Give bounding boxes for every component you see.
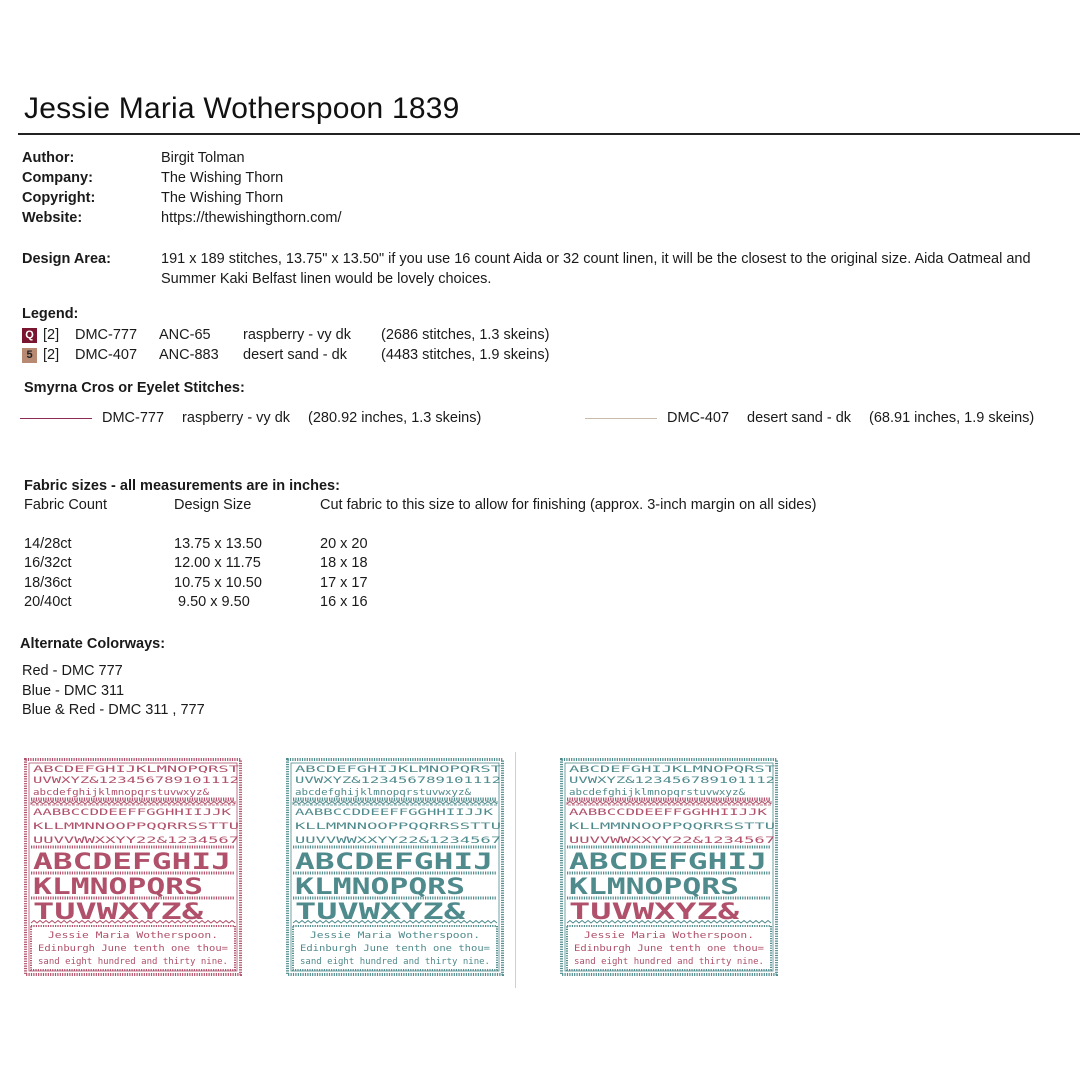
fabric-design-size: 10.75 x 10.50 [174, 574, 262, 591]
sampler-verse-line: sand eight hundred and thirty nine. [574, 957, 764, 967]
meta-row-company [22, 168, 342, 188]
meta-value: The Wishing Thorn [161, 170, 284, 186]
meta-label: Company: [22, 170, 93, 186]
sampler-alphabet-row: KLLMMNNOOPPQQRRSSTTU [33, 822, 239, 832]
meta-label: Author: [22, 150, 75, 166]
preview-divider [515, 752, 516, 988]
legend-stitch-count: (2686 stitches, 1.3 skeins) [381, 327, 550, 343]
sampler-verse-line: Edinburgh June tenth one thou= [574, 944, 765, 954]
legend-strands: [2] [43, 347, 60, 363]
fabric-count: 16/32ct [24, 555, 72, 571]
fabric-count: 20/40ct [24, 594, 72, 610]
table-row [24, 593, 816, 613]
legend-dmc: DMC-407 [75, 347, 138, 363]
meta-block [22, 148, 342, 228]
sampler-alphabet-row: ABCDEFGHIJ [33, 850, 231, 875]
meta-row-copyright [22, 188, 342, 208]
smyrna-dmc: DMC-777 [102, 410, 165, 426]
sampler-verse-line: sand eight hundred and thirty nine. [38, 957, 228, 967]
fabric-cut-size: 18 x 18 [320, 555, 368, 571]
fabric-col-cut: Cut fabric to this size to allow for finishing (approx. 3-inch margin on all sides) [320, 497, 817, 513]
legend-stitch-count: (4483 stitches, 1.9 skeins) [381, 347, 550, 363]
table-row [24, 554, 816, 574]
legend-symbol-swatch: Q [22, 328, 37, 343]
legend-heading: Legend: [22, 306, 79, 322]
sampler-alphabet-row: KLMNOPQRS [33, 875, 203, 900]
sampler-alphabet-row: abcdefghijklmnopqrstuvwxyz& [33, 788, 210, 798]
fabric-count: 18/36ct [24, 574, 72, 591]
sampler-zigzag-band [567, 802, 771, 805]
sampler-alphabet-row: ABCDEFGHIJ [569, 850, 767, 875]
smyrna-item-407 [585, 408, 1034, 428]
smyrna-heading: Smyrna Cros or Eyelet Stitches: [24, 380, 245, 396]
meta-value: Birgit Tolman [161, 150, 245, 166]
legend-color-name: raspberry - vy dk [243, 327, 351, 343]
fabric-header-row [24, 496, 816, 516]
fabric-cut-size: 17 x 17 [320, 574, 368, 591]
list-item: Red - DMC 777 [22, 663, 123, 679]
sampler-alphabet-row: TUVWXYZ& [295, 900, 467, 925]
fabric-col-count: Fabric Count [24, 497, 108, 513]
sampler-alphabet-row: UUVVWWXXYY22&1234567 [295, 836, 501, 846]
sampler-alphabet-row: KLLMMNNOOPPQQRRSSTTU [295, 822, 501, 832]
fabric-design-size: 9.50 x 9.50 [174, 594, 250, 610]
fabric-table [24, 496, 816, 613]
smyrna-color-name: raspberry - vy dk [182, 410, 291, 426]
sampler-zigzag-band [293, 802, 497, 805]
page-title: Jessie Maria Wotherspoon 1839 [24, 92, 460, 125]
sampler-zigzag-band [31, 802, 235, 805]
smyrna-amount: (280.92 inches, 1.3 skeins) [308, 410, 482, 426]
table-row [24, 574, 816, 594]
alternate-colorways-heading: Alternate Colorways: [20, 636, 166, 652]
smyrna-line-swatch [585, 418, 657, 419]
sampler-svg [560, 758, 778, 976]
sampler-alphabet-row: ABCDEFGHIJKLMNOPQRST [33, 765, 241, 775]
fabric-heading: Fabric sizes - all measurements are in inches: [24, 478, 340, 494]
legend-anc: ANC-65 [159, 327, 211, 343]
design-area-label: Design Area: [22, 251, 111, 267]
sampler-alphabet-row: ABCDEFGHIJKLMNOPQRST [295, 765, 503, 775]
sampler-alphabet-row: UUVVWWXXYY22&1234567 [33, 836, 239, 846]
sampler-preview-blue-red [560, 758, 778, 976]
design-area [22, 249, 1061, 289]
alternate-colorways-list [22, 662, 205, 721]
design-area-value: 191 x 189 stitches, 13.75" x 13.50" if you use 16 count Aida or 32 count linen, it will be the closest to the original size. Aida Oatmeal and Summer Kaki Belfast linen would be lovely choices. [161, 251, 1031, 287]
legend-symbol-swatch: 5 [22, 348, 37, 363]
meta-row-author [22, 148, 342, 168]
legend-row-407 [22, 345, 549, 365]
fabric-cut-size: 16 x 16 [320, 594, 368, 610]
smyrna-item-777 [20, 408, 481, 428]
legend-anc: ANC-883 [159, 347, 219, 363]
fabric-cut-size: 20 x 20 [320, 535, 368, 552]
sampler-alphabet-row: AABBCCDDEEFFGGHHIIJJK [569, 808, 768, 818]
legend-row-777 [22, 325, 549, 345]
sampler-alphabet-row: abcdefghijklmnopqrstuvwxyz& [569, 788, 746, 798]
smyrna-dmc: DMC-407 [667, 410, 730, 426]
meta-label: Copyright: [22, 190, 96, 206]
sampler-alphabet-row: TUVWXYZ& [569, 900, 741, 925]
sampler-alphabet-row: ABCDEFGHIJKLMNOPQRST [569, 765, 777, 775]
fabric-design-size: 13.75 x 13.50 [174, 535, 262, 552]
sampler-svg [286, 758, 504, 976]
sampler-alphabet-row: AABBCCDDEEFFGGHHIIJJK [33, 808, 232, 818]
sampler-verse-line: Jessie Maria Wotherspoon. [584, 931, 754, 941]
meta-label: Website: [22, 210, 83, 226]
list-item: Blue - DMC 311 [22, 682, 125, 699]
sampler-alphabet-row: AABBCCDDEEFFGGHHIIJJK [295, 808, 494, 818]
meta-row-website [22, 208, 342, 228]
sampler-verse-line: Edinburgh June tenth one thou= [38, 944, 229, 954]
table-row [24, 535, 816, 555]
sampler-verse-line: Jessie Maria Wotherspoon. [48, 931, 218, 941]
sampler-verse-line: Edinburgh June tenth one thou= [300, 944, 491, 954]
sampler-alphabet-row: KLMNOPQRS [569, 875, 739, 900]
sampler-verse-line: sand eight hundred and thirty nine. [300, 957, 490, 967]
legend-color-name: desert sand - dk [243, 347, 347, 363]
sampler-alphabet-row: UVWXYZ&123456789101112 [295, 776, 501, 786]
sampler-alphabet-row: UVWXYZ&123456789101112 [569, 776, 775, 786]
meta-value: The Wishing Thorn [161, 190, 284, 206]
fabric-count: 14/28ct [24, 535, 72, 552]
website-link[interactable]: https://thewishingthorn.com/ [161, 210, 342, 226]
sampler-alphabet-row: ABCDEFGHIJ [295, 850, 493, 875]
smyrna-color-name: desert sand - dk [747, 410, 852, 426]
legend-dmc: DMC-777 [75, 327, 138, 343]
sampler-alphabet-row: UVWXYZ&123456789101112 [33, 776, 239, 786]
sampler-verse-line: Jessie Maria Wotherspoon. [310, 931, 480, 941]
legend-strands: [2] [43, 327, 60, 343]
sampler-alphabet-row: KLMNOPQRS [295, 875, 465, 900]
sampler-preview-blue [286, 758, 504, 976]
fabric-col-design: Design Size [174, 497, 252, 513]
fabric-design-size: 12.00 x 11.75 [174, 555, 261, 571]
sampler-preview-red [24, 758, 242, 976]
title-divider [18, 133, 1080, 135]
smyrna-amount: (68.91 inches, 1.9 skeins) [869, 410, 1035, 426]
sampler-alphabet-row: UUVVWWXXYY22&1234567 [569, 836, 775, 846]
list-item: Blue & Red - DMC 311 , 777 [22, 702, 205, 718]
smyrna-line-swatch [20, 418, 92, 419]
sampler-svg [24, 758, 242, 976]
sampler-alphabet-row: KLLMMNNOOPPQQRRSSTTU [569, 822, 775, 832]
sampler-alphabet-row: TUVWXYZ& [33, 900, 205, 925]
sampler-alphabet-row: abcdefghijklmnopqrstuvwxyz& [295, 788, 472, 798]
